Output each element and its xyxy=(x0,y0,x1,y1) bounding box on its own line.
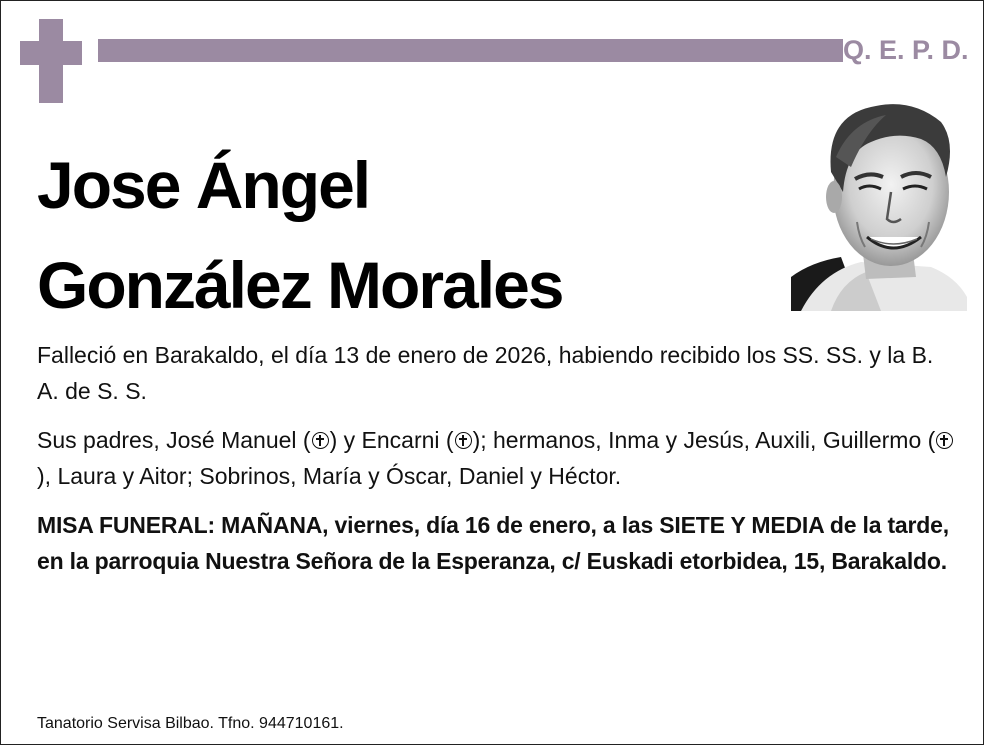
family-text-part-2: ) y Encarni ( xyxy=(329,427,454,453)
funeral-home-footer: Tanatorio Servisa Bilbao. Tfno. 944710161. xyxy=(37,715,344,732)
deceased-name xyxy=(37,135,757,335)
funeral-mass-text: MISA FUNERAL: MAÑANA, viernes, día 16 de enero, a las SIETE Y MEDIA de la tarde, en la parroquia Nuestra Señora de la Esperanza, c/ Euskadi etorbidea, 15, Barakaldo. xyxy=(37,512,949,574)
name-line-2: González Morales xyxy=(37,248,563,322)
qepd-label: Q. E. P. D. xyxy=(843,35,969,65)
portrait-photo xyxy=(791,97,967,311)
family-text-part-4: ), Laura y Aitor; Sobrinos, María y Óscar, Daniel y Héctor. xyxy=(37,463,622,489)
cross-icon xyxy=(20,19,82,103)
cross-icon xyxy=(312,432,329,449)
cross-icon xyxy=(936,432,953,449)
family-text-part-3: ); hermanos, Inma y Jesús, Auxili, Guillermo ( xyxy=(472,427,936,453)
cross-icon xyxy=(455,432,472,449)
death-notice-text: Falleció en Barakaldo, el día 13 de enero de 2026, habiendo recibido los SS. SS. y la B. A. de S. S. xyxy=(37,342,934,404)
family-text xyxy=(37,422,957,494)
name-line-1: Jose Ángel xyxy=(37,148,370,222)
family-text-part-1: Sus padres, José Manuel ( xyxy=(37,427,311,453)
header-band xyxy=(98,39,839,62)
